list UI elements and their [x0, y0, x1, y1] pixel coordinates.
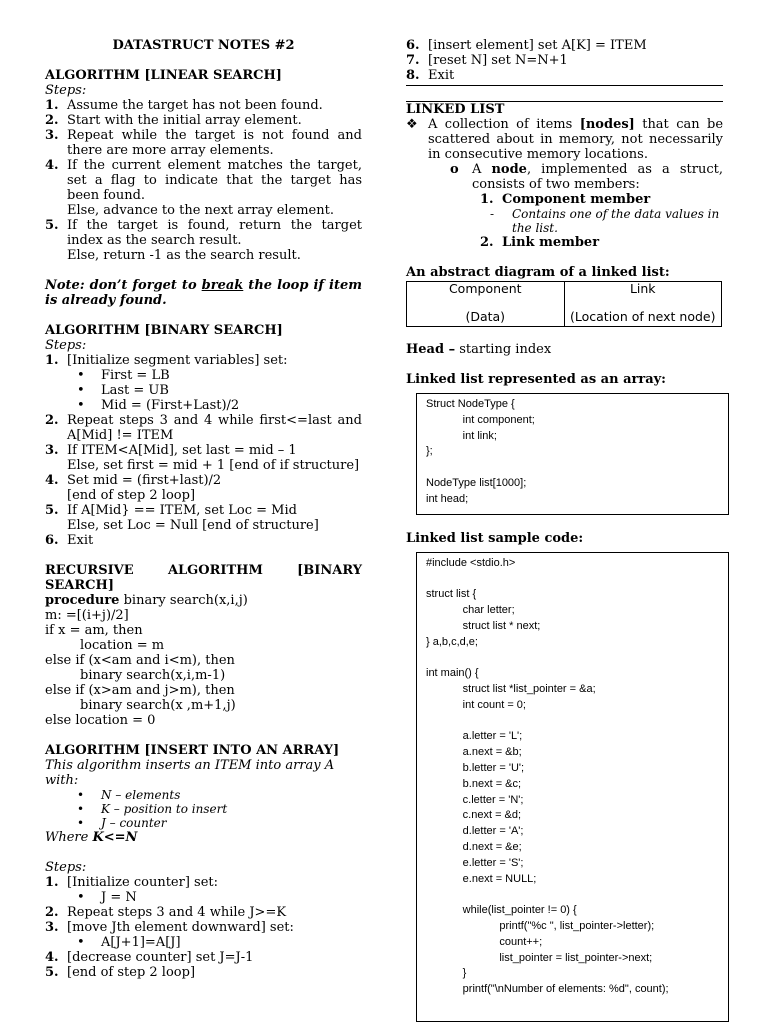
- sample-heading: Linked list sample code:: [406, 530, 584, 546]
- code-line: location = m: [80, 638, 165, 653]
- insert-step: 6. [insert element] set A[K] = ITEM: [406, 38, 647, 53]
- array-heading: Linked list represented as an array:: [406, 372, 666, 387]
- circle-bullet-icon: o: [450, 162, 459, 177]
- binary-step: 2. Repeat steps 3 and 4 while first<=last and A[Mid] != ITEM: [45, 413, 362, 443]
- component-cell: Component (Data): [407, 282, 565, 327]
- linked-list-heading: LINKED LIST: [406, 102, 505, 117]
- member-item: 1. Component member: [480, 192, 651, 207]
- steps-label: Steps:: [45, 83, 87, 98]
- var-item: • N – elements: [77, 788, 181, 802]
- binary-step: 1. [Initialize segment variables] set:: [45, 353, 288, 368]
- sample-code-box: #include <stdio.h> struct list { char letter; struct list * next; } a,b,c,d,e; int main() { struct list *list_pointer = &a; int count = 0; a.letter = 'L'; a.next = &b; b.letter = 'U'; b.next = &c; c.letter = 'N'; c.next = &d; d.letter = 'A'; d.next = &e; e.letter = 'S'; e.next = NULL; while(list_pointer != 0) { printf("%c ", list_pointer->letter); count++; list_pointer = list_pointer->next; } printf("\nNumber of elements: %d", count);: [416, 552, 729, 1022]
- insert-step: 8. Exit: [406, 68, 455, 83]
- binary-step: 3. If ITEM<A[Mid], set last = mid – 1 Else, set first = mid + 1 [end of if structure]: [45, 443, 360, 473]
- var-item: • K – position to insert: [77, 802, 228, 816]
- recursive-heading-cont: SEARCH]: [45, 578, 114, 593]
- node-definition: o A node, implemented as a struct, consists of two members:: [450, 162, 723, 192]
- right-column: [406, 38, 723, 1022]
- insert-step: 5. [end of step 2 loop]: [45, 965, 196, 980]
- insert-step: 7. [reset N] set N=N+1: [406, 53, 568, 68]
- insert-heading: ALGORITHM [INSERT INTO AN ARRAY]: [45, 743, 340, 758]
- linear-step: 1. Assume the target has not been found.: [45, 98, 323, 113]
- linear-step-else: Else, advance to the next array element.: [67, 203, 334, 218]
- linear-step: 4. If the current element matches the target, set a flag to indicate that the target has been found.: [45, 158, 362, 203]
- binary-search-heading: ALGORITHM [BINARY SEARCH]: [45, 323, 283, 338]
- insert-intro: This algorithm inserts an ITEM into array A with:: [45, 758, 335, 788]
- linear-step: 5. If the target is found, return the target index as the search result.: [45, 218, 362, 248]
- member-desc: - Contains one of the data values in the list.: [490, 207, 720, 235]
- var-item: • J – counter: [77, 816, 167, 830]
- link-cell: Link (Location of next node): [564, 282, 722, 327]
- code-line: binary search(x ,m+1,j): [80, 698, 236, 713]
- code-line: else if (x>am and j>m), then: [45, 683, 235, 698]
- linear-search-heading: ALGORITHM [LINEAR SEARCH]: [45, 68, 282, 83]
- array-code-box: Struct NodeType { int component; int link; }; NodeType list[1000]; int head;: [416, 393, 729, 515]
- code-line: else if (x<am and i<m), then: [45, 653, 235, 668]
- steps-label: Steps:: [45, 860, 87, 875]
- bullet-item: • Mid = (First+Last)/2: [77, 398, 240, 413]
- linear-step-else: Else, return -1 as the search result.: [67, 248, 301, 263]
- page-title: DATASTRUCT NOTES #2: [112, 38, 295, 53]
- where-line: Where K<=N: [45, 830, 138, 845]
- steps-label: Steps:: [45, 338, 87, 353]
- binary-step: 6. Exit: [45, 533, 94, 548]
- head-definition: Head – starting index: [406, 342, 552, 357]
- diamond-bullet-icon: ❖: [406, 117, 418, 132]
- left-column: [45, 38, 362, 980]
- member-item: 2. Link member: [480, 235, 600, 250]
- diagram-heading: An abstract diagram of a linked list:: [406, 265, 670, 280]
- insert-step: 4. [decrease counter] set J=J-1: [45, 950, 254, 965]
- linked-list-diagram: [406, 281, 722, 327]
- code-line: if x = am, then: [45, 623, 143, 638]
- binary-step: 5. If A[Mid} == ITEM, set Loc = Mid Else, set Loc = Null [end of structure]: [45, 503, 319, 533]
- bullet-item: • Last = UB: [77, 383, 169, 398]
- linear-step: 3. Repeat while the target is not found and there are more array elements.: [45, 128, 362, 158]
- bullet-item: • A[J+1]=A[J]: [77, 935, 181, 950]
- linked-list-definition: ❖ A collection of items [nodes] that can be scattered about in memory, not necessarily in consecutive memory locations.: [406, 117, 724, 162]
- procedure-line: procedure binary search(x,i,j): [45, 593, 248, 608]
- bullet-item: • First = LB: [77, 368, 170, 383]
- code-line: m: =[(i+j)/2]: [45, 608, 129, 623]
- code-line: else location = 0: [45, 713, 156, 728]
- recursive-heading: RECURSIVE ALGORITHM [BINARY: [45, 563, 362, 578]
- break-note: Note: don’t forget to break the loop if item is already found.: [45, 278, 362, 308]
- bullet-item: • J = N: [77, 890, 137, 905]
- code-line: binary search(x,i,m-1): [80, 668, 226, 683]
- linear-step: 2. Start with the initial array element.: [45, 113, 302, 128]
- insert-step: 1. [Initialize counter] set:: [45, 875, 219, 890]
- insert-step: 3. [move Jth element downward] set:: [45, 920, 294, 935]
- binary-step: 4. Set mid = (first+last)/2 [end of step 2 loop]: [45, 473, 222, 503]
- insert-step: 2. Repeat steps 3 and 4 while J>=K: [45, 905, 287, 920]
